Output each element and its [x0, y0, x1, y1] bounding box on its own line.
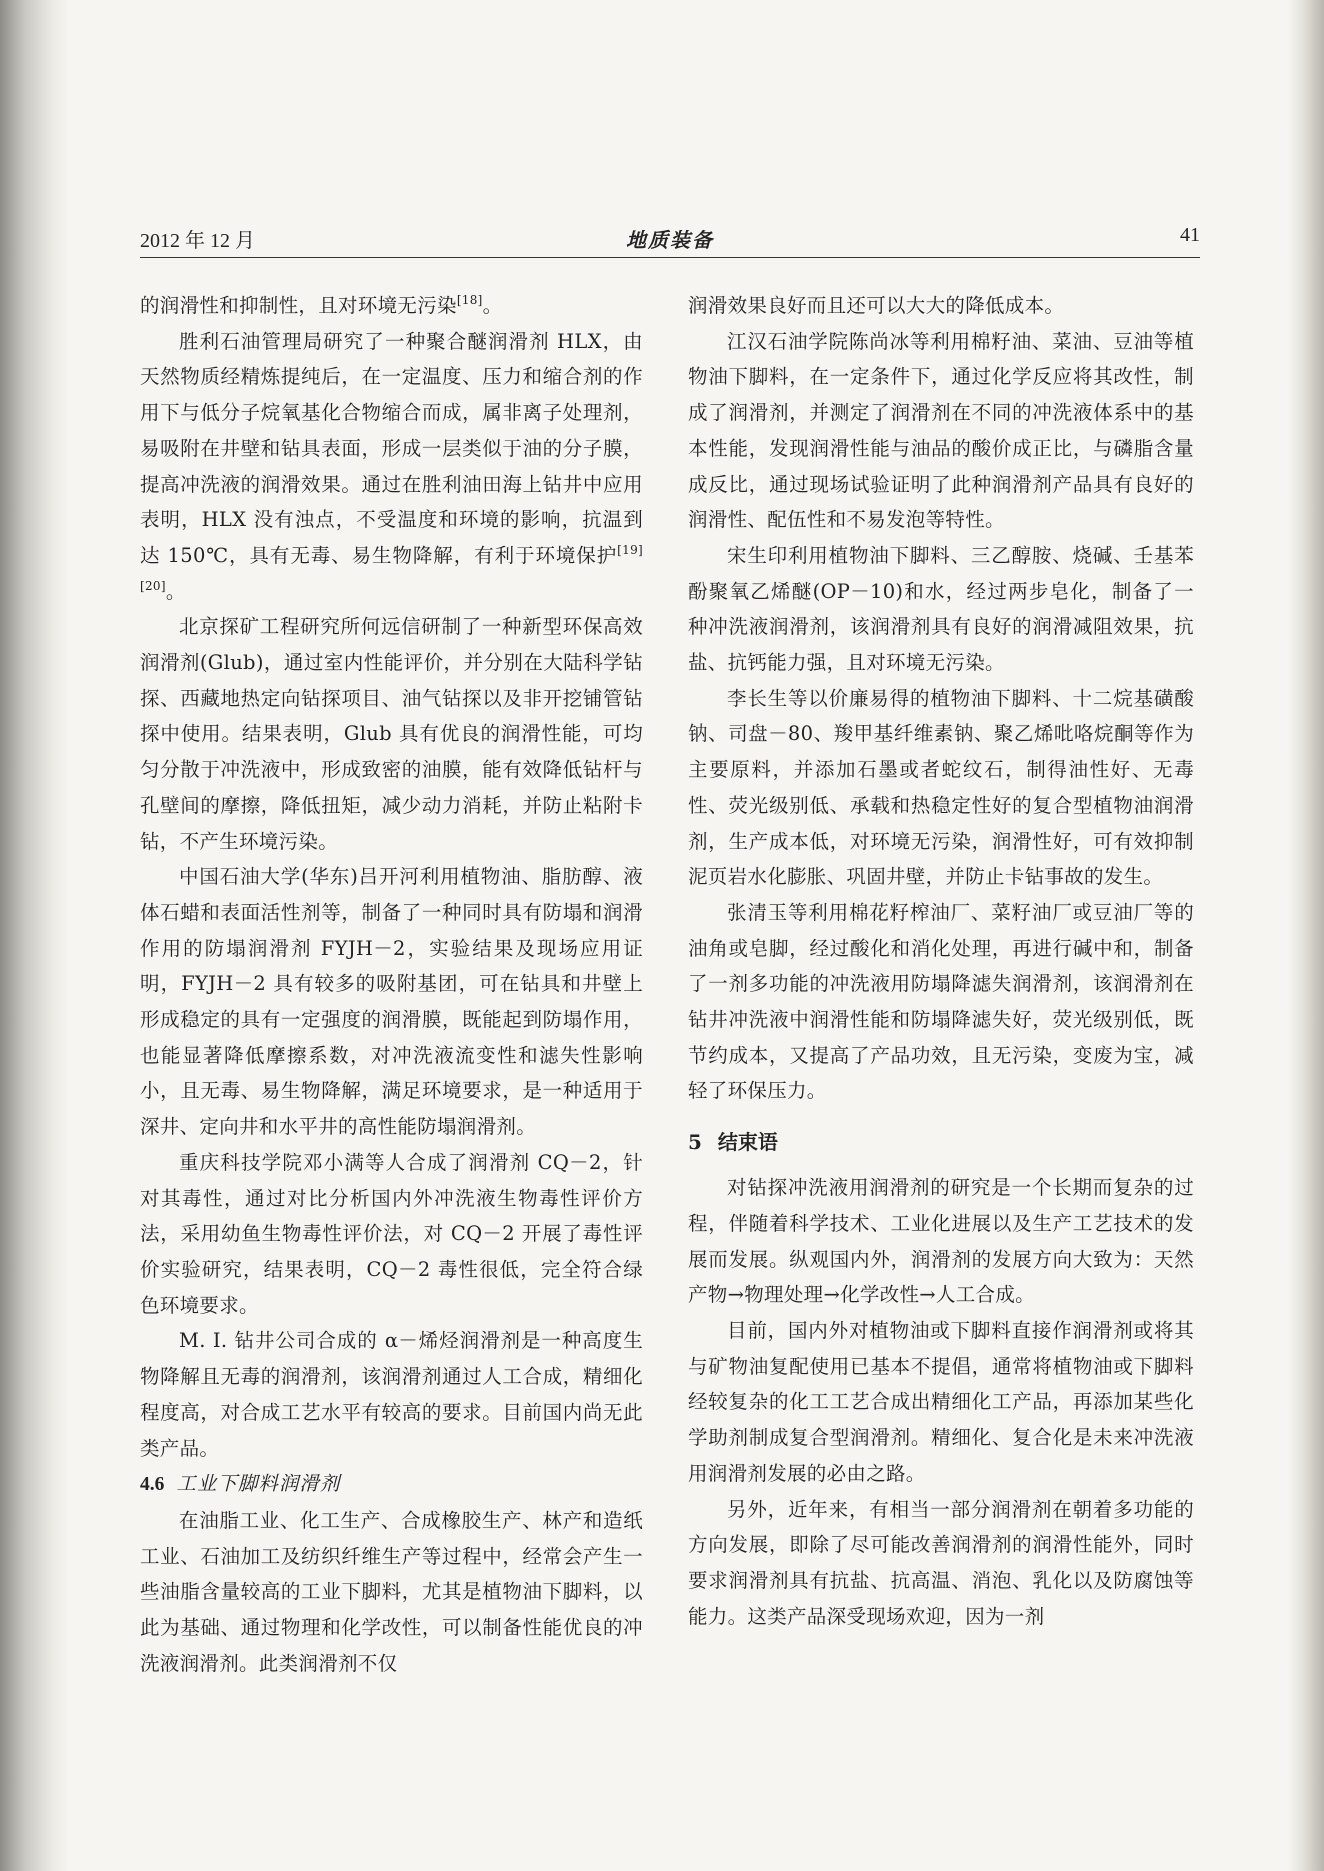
- paragraph: 张清玉等利用棉花籽榨油厂、菜籽油厂或豆油厂等的油角或皂脚，经过酸化和消化处理，再进行碱中和，制备了一剂多功能的冲洗液用防塌降滤失润滑剂，该润滑剂在钻井冲洗液中润滑性能和防塌降滤失好，荧光级别低，既节约成本，又提高了产品功效，且无污染，变废为宝，减轻了环保压力。: [688, 900, 1194, 1103]
- left-column: [140, 288, 643, 1681]
- paragraph: 对钻探冲洗液用润滑剂的研究是一个长期而复杂的过程，伴随着科学技术、工业化进展以及生产工艺技术的发展而发展。纵观国内外，润滑剂的发展方向大致为：天然产物→物理处理→化学改性→人工合成。: [688, 1176, 1194, 1307]
- section-number: 4.6: [140, 1474, 165, 1496]
- right-column: [688, 288, 1194, 1634]
- section-title: 工业下脚料润滑剂: [176, 1472, 341, 1496]
- page-binding-shadow: [0, 0, 70, 1871]
- paragraph: 胜利石油管理局研究了一种聚合醚润滑剂 HLX，由天然物质经精炼提纯后，在一定温度、压力和缩合剂的作用下与低分子烷氧基化合物缩合而成，属非离子处理剂，易吸附在井壁和钻具表面，形成一层类似于油的分子膜，提高冲洗液的润滑效果。通过在胜利油田海上钻井中应用表明，HLX 没有浊点，不受温度和环境的影响，抗温到达 150℃，具有无毒、易生物降解，有利于环境保护[19][20]。: [140, 329, 643, 603]
- page-edge-shadow: [1288, 0, 1324, 1871]
- paragraph: 中国石油大学(华东)吕开河利用植物油、脂肪醇、液体石蜡和表面活性剂等，制备了一种同时具有防塌和润滑作用的防塌润滑剂 FYJH－2，实验结果及现场应用证明，FYJH－2 具有较多的吸附基团，可在钻具和井壁上形成稳定的具有一定强度的润滑膜，既能起到防塌作用，也能显著降低摩擦系数，对冲洗液流变性和滤失性影响小，且无毒、易生物降解，满足环境要求，是一种适用于深井、定向井和水平井的高性能防塌润滑剂。: [140, 865, 643, 1139]
- paragraph: 李长生等以价廉易得的植物油下脚料、十二烷基磺酸钠、司盘－80、羧甲基纤维素钠、聚乙烯吡咯烷酮等作为主要原料，并添加石墨或者蛇纹石，制得油性好、无毒性、荧光级别低、承载和热稳定性好的复合型植物油润滑剂，生产成本低，对环境无污染，润滑性好，可有效抑制泥页岩水化膨胀、巩固井壁，并防止卡钻事故的发生。: [688, 686, 1194, 889]
- paragraph: 润滑效果良好而且还可以大大的降低成本。: [688, 294, 1065, 317]
- header-rule: [140, 257, 1200, 258]
- paragraph: 目前，国内外对植物油或下脚料直接作润滑剂或将其与矿物油复配使用已基本不提倡，通常将植物油或下脚料经较复杂的化工工艺合成出精细化工产品，再添加某些化学助剂制成复合型润滑剂。精细化、复合化是未来冲洗液用润滑剂发展的必由之路。: [688, 1318, 1194, 1485]
- paragraph: 的润滑性和抑制性，且对环境无污染[18]。: [140, 293, 503, 317]
- header-date: 2012 年 12 月: [140, 230, 255, 252]
- citation: [19][20]: [140, 542, 643, 593]
- page-number: 41: [1180, 224, 1200, 246]
- paragraph: 宋生印利用植物油下脚料、三乙醇胺、烧碱、壬基苯酚聚氧乙烯醚(OP－10)和水，经过两步皂化，制备了一种冲洗液润滑剂，该润滑剂具有良好的润滑减阻效果，抗盐、抗钙能力强，且对环境无污染。: [688, 543, 1194, 675]
- paragraph: M. I. 钻井公司合成的 α－烯烃润滑剂是一种高度生物降解且无毒的润滑剂，该润滑剂通过人工合成，精细化程度高，对合成工艺水平有较高的要求。目前国内尚无此类产品。: [140, 1329, 643, 1460]
- section-title: 结束语: [717, 1130, 778, 1155]
- paragraph: 重庆科技学院邓小满等人合成了润滑剂 CQ－2，针对其毒性，通过对比分析国内外冲洗液生物毒性评价方法，采用幼鱼生物毒性评价法，对 CQ－2 开展了毒性评价实验研究，结果表明，CQ－2 毒性很低，完全符合绿色环境要求。: [140, 1150, 643, 1317]
- paragraph: 北京探矿工程研究所何远信研制了一种新型环保高效润滑剂(Glub)，通过室内性能评价，并分别在大陆科学钻探、西藏地热定向钻探项目、油气钻探以及非开挖铺管钻探中使用。结果表明，Glub 具有优良的润滑性能，可均匀分散于冲洗液中，形成致密的油膜，能有效降低钻杆与孔壁间的摩擦，降低扭矩，减少动力消耗，并防止粘附卡钻，不产生环境污染。: [140, 615, 643, 853]
- section-number: 5: [688, 1130, 702, 1155]
- running-header: [140, 224, 1200, 258]
- section-heading-5: [688, 1125, 1194, 1160]
- paragraph: 江汉石油学院陈尚冰等利用棉籽油、菜油、豆油等植物油下脚料，在一定条件下，通过化学反应将其改性，制成了润滑剂，并测定了润滑剂在不同的冲洗液体系中的基本性能，发现润滑性能与油品的酸价成正比，与磷脂含量成反比，通过现场试验证明了此种润滑剂产品具有良好的润滑性、配伍性和不易发泡等特性。: [688, 329, 1194, 532]
- paragraph: 在油脂工业、化工生产、合成橡胶生产、林产和造纸工业、石油加工及纺织纤维生产等过程中，经常会产生一些油脂含量较高的工业下脚料，尤其是植物油下脚料，以此为基础、通过物理和化学改性，可以制备性能优良的冲洗液润滑剂。此类润滑剂不仅: [140, 1508, 643, 1675]
- citation: [18]: [456, 293, 483, 307]
- section-heading-4-6: [140, 1466, 643, 1503]
- header-journal-title: 地质装备: [626, 230, 714, 252]
- paragraph: 另外，近年来，有相当一部分润滑剂在朝着多功能的方向发展，即除了尽可能改善润滑剂的润滑性能外，同时要求润滑剂具有抗盐、抗高温、消泡、乳化以及防腐蚀等能力。这类产品深受现场欢迎，因为一剂: [688, 1497, 1194, 1628]
